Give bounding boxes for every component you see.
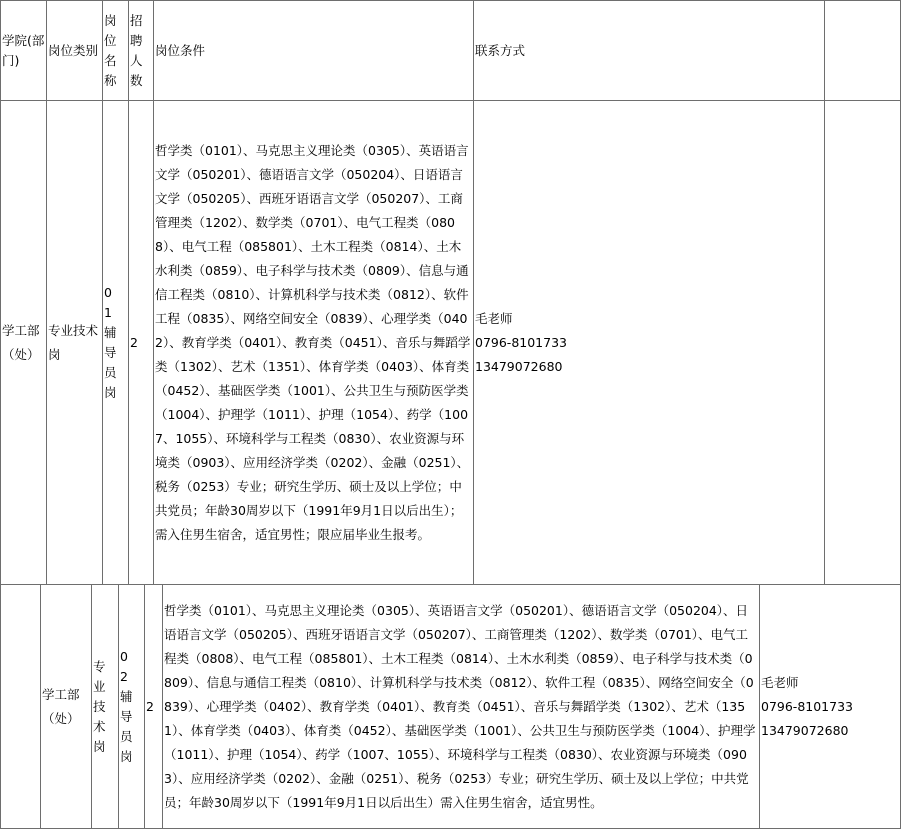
row1-conditions: 哲学类（0101）、马克思主义理论类（0305）、英语语言文学（050201）、德语语言文学（050204）、日语语言文学（050205）、西班牙语语言文学（050207）、工商管理类（1202）、数学类（0701）、电气工程类（0808）、电气工程（085801）、土木工程类（0814）、土木水利类（0859）、电子科学与技术类（0809）、信息与通信工程类（0810）、计算机科学与技术类（0812）、软件工程（0835）、网络空间安全（0839）、心理学类（0402）、教育学类（0401）、教育类（0451）、音乐与舞蹈学类（1302）、艺术（1351）、体育学类（0403）、体育类（0452）、基础医学类（1001）、公共卫生与预防医学类（1004）、护理学（1011）、护理（1054）、药学（1007、1055）、环境科学与工程类（0830）、农业资源与环境类（0903）、应用经济学类（0202）、金融（0251）、税务（0253）专业；研究生学历、硕士及以上学位；中共党员；年龄30周岁以下（1991年9月1日以后出生）；需入住男生宿舍，适宜男性；限应届毕业生报考。	[154, 101, 474, 585]
row2-category	[92, 585, 119, 829]
row2-contact-phone: 0796-8101733	[761, 698, 853, 714]
row2-position-name	[119, 585, 145, 829]
header-position-name-text: 岗位名称	[104, 12, 117, 88]
row1-contact-phone: 0796-8101733	[475, 334, 567, 350]
header-conditions: 岗位条件	[154, 1, 474, 101]
row2-conditions: 哲学类（0101）、马克思主义理论类（0305）、英语语言文学（050201）、德语语言文学（050204）、日语语言文学（050205）、西班牙语语言文学（050207）、工商管理类（1202）、数学类（0701）、电气工程类（0808）、电气工程（085801）、土木工程类（0814）、土木水利类（0859）、电子科学与技术类（0809）、信息与通信工程类（0810）、计算机科学与技术类（0812）、软件工程（0835）、网络空间安全（0839）、心理学类（0402）、教育学类（0401）、教育类（0451）、音乐与舞蹈学类（1302）、艺术（1351）、体育学类（0403）、体育类（0452）、基础医学类（1001）、公共卫生与预防医学类（1004）、护理学（1011）、护理（1054）、药学（1007、1055）、环境科学与工程类（0830）、农业资源与环境类（0903）、应用经济学类（0202）、金融（0251）、税务（0253）专业；研究生学历、硕士及以上学位；中共党员；年龄30周岁以下（1991年9月1日以后出生）需入住男生宿舍，适宜男性。	[163, 585, 760, 829]
row1-position-name	[103, 101, 129, 585]
header-recruit-count-text: 招聘人数	[130, 12, 143, 88]
row1-count: 2	[129, 101, 154, 585]
row1-contact-name: 毛老师	[475, 310, 513, 326]
row2-empty-left	[1, 585, 41, 829]
row2-contact-mobile: 13479072680	[761, 722, 849, 738]
row2-college: 学工部（处）	[41, 585, 92, 829]
header-category: 岗位类别	[47, 1, 103, 101]
table-row-1	[1, 101, 901, 585]
header-empty	[825, 1, 901, 101]
row2-contact-name: 毛老师	[761, 674, 799, 690]
row1-college: 学工部（处）	[1, 101, 47, 585]
header-college: 学院(部门)	[1, 1, 47, 101]
row2-position-name-text: 02辅导员岗	[120, 648, 133, 764]
row2-contact	[760, 585, 901, 829]
row1-position-name-text: 01辅导员岗	[104, 284, 117, 400]
header-contact: 联系方式	[474, 1, 825, 101]
table-row-2	[1, 585, 901, 829]
row1-contact-mobile: 13479072680	[475, 358, 563, 374]
row2-category-text: 专业技术岗	[93, 658, 106, 754]
header-position-name	[103, 1, 129, 101]
row1-contact	[474, 101, 825, 585]
row2-count: 2	[145, 585, 163, 829]
row1-category: 专业技术岗	[47, 101, 103, 585]
row1-empty	[825, 101, 901, 585]
header-recruit-count	[129, 1, 154, 101]
recruitment-table-row2	[0, 584, 901, 829]
header-row	[1, 1, 901, 101]
